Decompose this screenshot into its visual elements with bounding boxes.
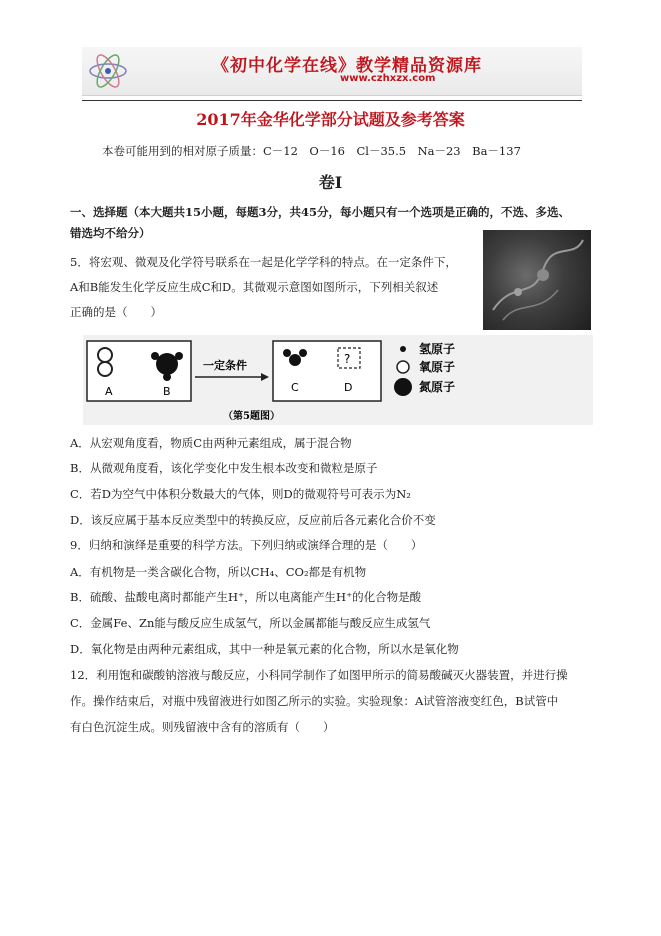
q12-stem-line2: 作。操作结束后，对瓶中残留液进行如图乙所示的实验。实验现象：A试管溶液变红色，B试管中 <box>70 694 559 708</box>
q9-option-d: D．氧化物是由两种元素组成，其中一种是氧元素的化合物，所以水是氧化物 <box>70 642 459 656</box>
label-a: A <box>105 385 113 398</box>
q5-option-a: A．从宏观角度看，物质C由两种元素组成，属于混合物 <box>70 436 352 450</box>
q5-stem-line2: A和B能发生化学反应生成C和D。其微观示意图如图所示，下列相关叙述 <box>70 280 439 294</box>
hydrogen-atom-icon <box>151 352 159 360</box>
q12-stem-line3: 有白色沉淀生成。则残留液中含有的溶质有（ ） <box>70 720 335 734</box>
legend-oxygen: 氧原子 <box>419 360 456 374</box>
banner-url: www.czhxzx.com <box>340 73 436 84</box>
hydrogen-atom-icon <box>283 349 291 357</box>
q5-option-c: C．若D为空气中体积分数最大的气体，则D的微观符号可表示为N₂ <box>70 487 411 501</box>
q5-reaction-figure <box>83 335 593 425</box>
label-b: B <box>163 385 171 398</box>
q9-stem: 9．归纳和演绎是重要的科学方法。下列归纳或演绎合理的是（ ） <box>70 538 423 552</box>
question1-photo <box>483 230 591 330</box>
volume-heading: 卷Ⅰ <box>318 173 343 192</box>
atomic-masses: 本卷可能用到的相对原子质量：C－12 O－16 Cl－35.5 Na－23 Ba－137 <box>102 144 521 158</box>
label-d: D <box>344 381 353 394</box>
q5-stem-line1: 5．将宏观、微观及化学符号联系在一起是化学学科的特点。在一定条件下， <box>70 255 457 269</box>
atom-logo-icon <box>86 49 130 93</box>
label-c: C <box>291 381 299 394</box>
unknown-mark: ? <box>344 352 351 366</box>
hydrogen-atom-icon <box>299 349 307 357</box>
q9-option-c: C．金属Fe、Zn能与酸反应生成氢气，所以金属都能与酸反应生成氢气 <box>70 616 431 630</box>
q9-option-a: A．有机物是一类含碳化合物，所以CH₄、CO₂都是有机物 <box>70 565 367 579</box>
section-heading-line2: 错选均不给分） <box>70 226 151 240</box>
banner-title: 《初中化学在线》教学精品资源库 <box>212 56 482 76</box>
q12-stem-line1: 12．利用饱和碳酸钠溶液与酸反应，小科同学制作了如图甲所示的简易酸碱灭火器装置，并进行操 <box>70 668 568 682</box>
oxygen-atom-icon <box>289 354 301 366</box>
q5-option-b: B．从微观角度看，该化学变化中发生根本改变和微粒是原子 <box>70 461 378 475</box>
legend-hydrogen: 氢原子 <box>419 342 456 356</box>
header-banner <box>82 47 582 96</box>
oxygen-legend-icon <box>397 361 409 373</box>
q5-option-d: D．该反应属于基本反应类型中的转换反应，反应前后各元素化合价不变 <box>70 513 436 527</box>
nitrogen-atom-icon <box>156 353 178 375</box>
hydrogen-atom-icon <box>175 352 183 360</box>
legend-nitrogen: 氮原子 <box>419 380 456 394</box>
plant-photo-icon <box>483 230 591 330</box>
document-title: 2017年金华化学部分试题及参考答案 <box>196 110 465 129</box>
q5-stem-line3: 正确的是（ ） <box>70 305 162 319</box>
section-heading-line1: 一、选择题（本大题共15小题，每题3分，共45分，每小题只有一个选项是正确的，不选、多选、 <box>70 205 571 219</box>
hydrogen-atom-icon <box>163 373 171 381</box>
nitrogen-legend-icon <box>394 378 412 396</box>
hydrogen-legend-icon <box>400 346 406 352</box>
oxygen-atom-icon <box>98 362 112 376</box>
arrow-condition: 一定条件 <box>203 359 247 372</box>
q9-option-b: B．硫酸、盐酸电离时都能产生H⁺，所以电离能产生H⁺的化合物是酸 <box>70 590 422 604</box>
header-rule <box>82 100 582 101</box>
figure-caption: （第5题图） <box>223 411 280 422</box>
oxygen-atom-icon <box>98 348 112 362</box>
